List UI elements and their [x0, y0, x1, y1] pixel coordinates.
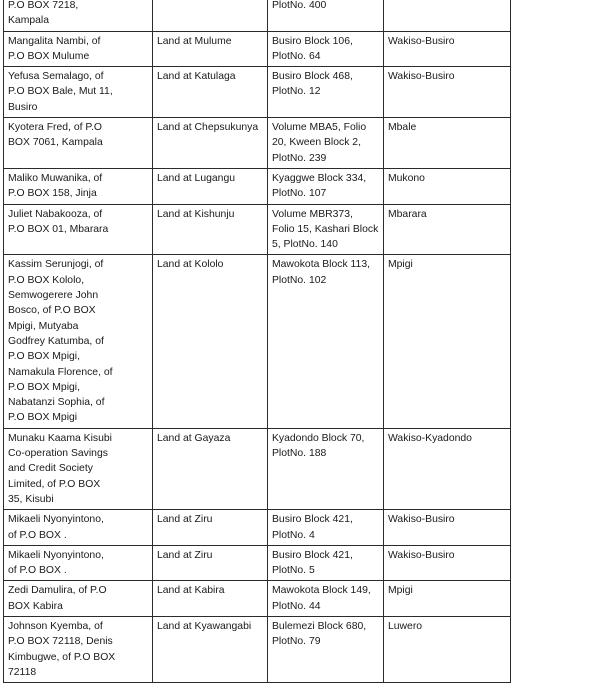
land-cell: Land at Ziru — [153, 510, 268, 546]
owner-cell: P.O BOX 7218, Kampala — [4, 0, 153, 31]
district-cell: Wakiso-Busiro — [384, 31, 511, 67]
table-row — [4, 168, 511, 204]
table-row — [4, 67, 511, 118]
district-cell: Wakiso-Kyadondo — [384, 428, 511, 509]
block-plot-cell: Kyadondo Block 70, PlotNo. 188 — [268, 428, 384, 509]
land-register-table — [3, 0, 511, 683]
block-plot-cell: Volume MBA5, Folio 20, Kween Block 2, PlotNo. 239 — [268, 118, 384, 169]
table-row — [4, 31, 511, 67]
land-cell: Land at Kololo — [153, 255, 268, 428]
district-cell: Wakiso-Busiro — [384, 510, 511, 546]
land-cell — [153, 0, 268, 31]
owner-cell: Kyotera Fred, of P.O BOX 7061, Kampala — [4, 118, 153, 169]
owner-cell: Maliko Muwanika, of P.O BOX 158, Jinja — [4, 168, 153, 204]
land-cell: Land at Kishunju — [153, 204, 268, 255]
district-cell — [384, 0, 511, 31]
owner-cell: Zedi Damulira, of P.O BOX Kabira — [4, 581, 153, 617]
district-cell: Mpigi — [384, 581, 511, 617]
district-cell: Luwero — [384, 616, 511, 682]
table-row — [4, 510, 511, 546]
owner-cell: Johnson Kyemba, of P.O BOX 72118, Denis Kimbugwe, of P.O BOX 72118 — [4, 616, 153, 682]
owner-cell: Mangalita Nambi, of P.O BOX Mulume — [4, 31, 153, 67]
table-row — [4, 616, 511, 682]
table-row — [4, 581, 511, 617]
table-row — [4, 118, 511, 169]
land-cell: Land at Kyawangabi — [153, 616, 268, 682]
land-cell: Land at Chepsukunya — [153, 118, 268, 169]
district-cell: Mbale — [384, 118, 511, 169]
table-row — [4, 204, 511, 255]
block-plot-cell: Kyaggwe Block 334, PlotNo. 107 — [268, 168, 384, 204]
block-plot-cell: Busiro Block 421, PlotNo. 4 — [268, 510, 384, 546]
land-cell: Land at Mulume — [153, 31, 268, 67]
block-plot-cell: Busiro Block 468, PlotNo. 12 — [268, 67, 384, 118]
district-cell: Mbarara — [384, 204, 511, 255]
land-cell: Land at Lugangu — [153, 168, 268, 204]
block-plot-cell: Mawokota Block 149, PlotNo. 44 — [268, 581, 384, 617]
owner-cell: Mikaeli Nyonyintono, of P.O BOX . — [4, 545, 153, 581]
table-row — [4, 255, 511, 428]
land-cell: Land at Ziru — [153, 545, 268, 581]
block-plot-cell: Mawokota Block 113, PlotNo. 102 — [268, 255, 384, 428]
land-register-body — [4, 0, 511, 683]
land-cell: Land at Gayaza — [153, 428, 268, 509]
block-plot-cell: Busiro Block 106, PlotNo. 64 — [268, 31, 384, 67]
owner-cell: Kassim Serunjogi, of P.O BOX Kololo, Semwogerere John Bosco, of P.O BOX Mpigi, Mutyaba Godfrey Katumba, of P.O BOX Mpigi, Namakula Florence, of P.O BOX Mpigi, Nabatanzi Sophia, of P.O BOX Mpigi — [4, 255, 153, 428]
table-row — [4, 545, 511, 581]
table-row — [4, 0, 511, 31]
owner-cell: Juliet Nabakooza, of P.O BOX 01, Mbarara — [4, 204, 153, 255]
district-cell: Mukono — [384, 168, 511, 204]
district-cell: Mpigi — [384, 255, 511, 428]
owner-cell: Yefusa Semalago, of P.O BOX Bale, Mut 11, Busiro — [4, 67, 153, 118]
block-plot-cell: PlotNo. 400 — [268, 0, 384, 31]
table-row — [4, 428, 511, 509]
block-plot-cell: Bulemezi Block 680, PlotNo. 79 — [268, 616, 384, 682]
owner-cell: Munaku Kaama Kisubi Co-operation Savings and Credit Society Limited, of P.O BOX 35, Kisubi — [4, 428, 153, 509]
block-plot-cell: Busiro Block 421, PlotNo. 5 — [268, 545, 384, 581]
block-plot-cell: Volume MBR373, Folio 15, Kashari Block 5, PlotNo. 140 — [268, 204, 384, 255]
district-cell: Wakiso-Busiro — [384, 545, 511, 581]
land-cell: Land at Kabira — [153, 581, 268, 617]
land-cell: Land at Katulaga — [153, 67, 268, 118]
district-cell: Wakiso-Busiro — [384, 67, 511, 118]
owner-cell: Mikaeli Nyonyintono, of P.O BOX . — [4, 510, 153, 546]
